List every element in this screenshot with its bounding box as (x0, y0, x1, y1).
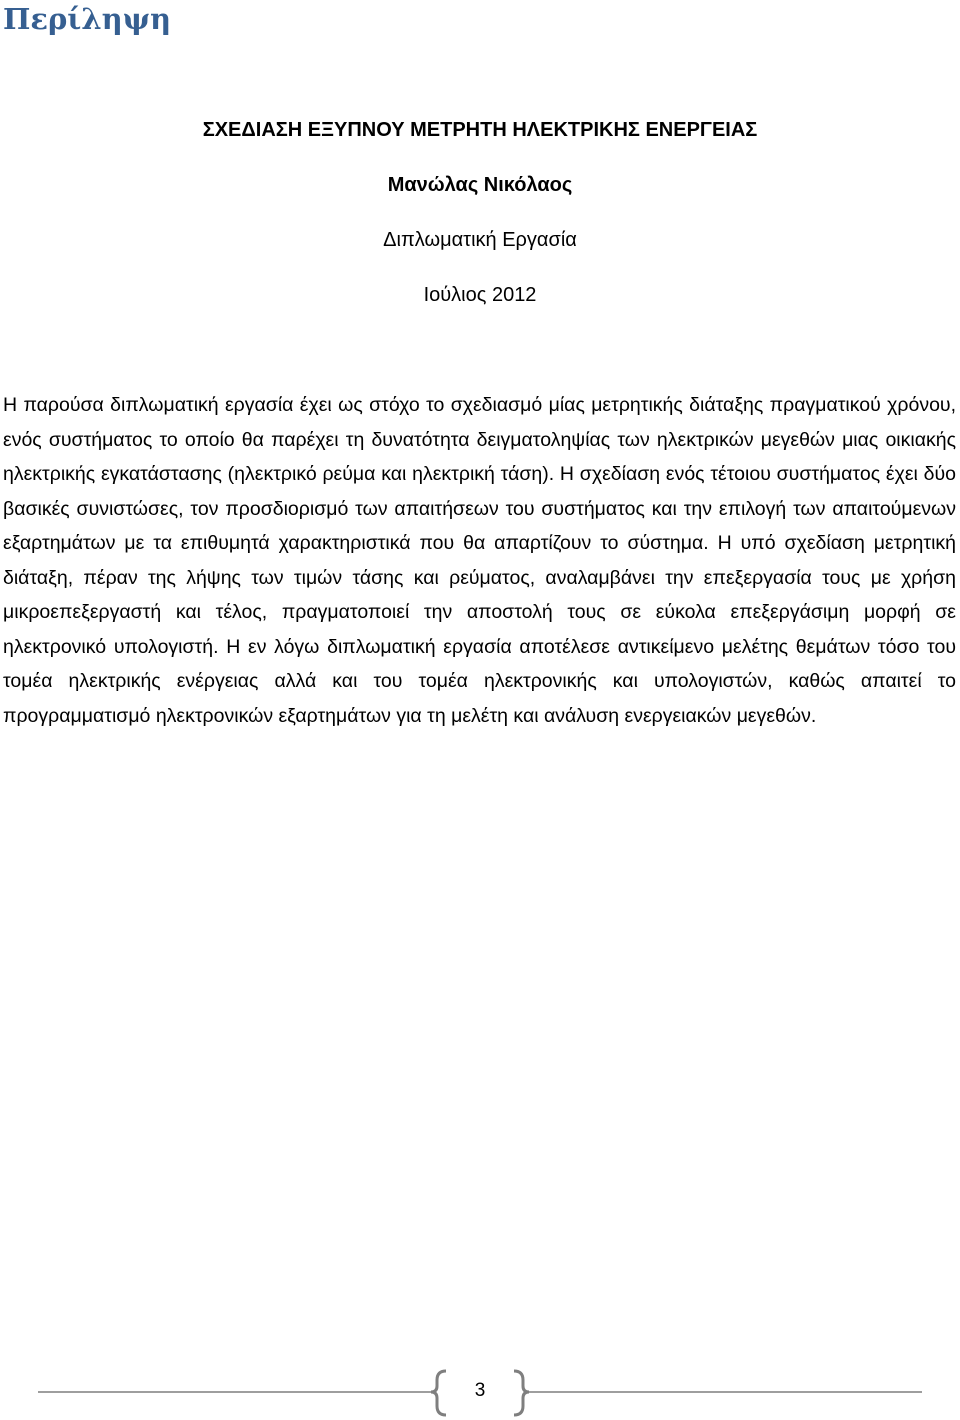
footer-right-brace (514, 1371, 529, 1415)
thesis-date: Ιούλιος 2012 (423, 284, 537, 306)
thesis-type: Διπλωματική Εργασία (383, 229, 577, 251)
section-heading: Περίληψη (3, 2, 172, 36)
footer-left-brace (431, 1371, 446, 1415)
thesis-title: ΣΧΕΔΙΑΣΗ ΕΞΥΠΝΟΥ ΜΕΤΡΗΤΗ ΗΛΕΚΤΡΙΚΗΣ ΕΝΕΡΓΕΙΑΣ (202, 119, 758, 141)
author-name: Μανώλας Νικόλαος (387, 174, 573, 196)
page-footer (0, 1366, 960, 1420)
abstract-paragraph: Η παρούσα διπλωματική εργασία έχει ως στόχο το σχεδιασμό μίας μετρητικής διάταξης πραγματικού χρόνου, ενός συστήματος το οποίο θα παρέχει τη δυνατότητα δειγματοληψίας των ηλεκτρικών μεγεθών μιας οικιακής ηλεκτρικής εγκατάστασης (ηλεκτρικό ρεύμα και ηλεκτρική τάση). Η σχεδίαση ενός τέτοιου συστήματος έχει δύο βασικές συνιστώσες, τον προσδιορισμό των απαιτήσεων του συστήματος και την επιλογή των απαιτούμενων εξαρτημάτων με τα επιθυμητά χαρακτηριστικά που θα απαρτίζουν το σύστημα. Η υπό σχεδίαση μετρητική διάταξη, πέραν της λήψης των τιμών τάσης και ρεύματος, αναλαμβάνει την επεξεργασία τους με χρήση μικροεπεξεργαστή και τέλος, πραγματοποιεί την αποστολή τους σε εύκολα επεξεργάσιμη μορφή σε ηλεκτρονικό υπολογιστή. Η εν λόγω διπλωματική εργασία αποτέλεσε αντικείμενο μελέτης θεμάτων τόσο του τομέα ηλεκτρικής ενέργειας αλλά και του τομέα ηλεκτρονικής και υπολογιστών, καθώς απαιτεί το προγραμματισμό ηλεκτρονικών εξαρτημάτων για τη μελέτη και ανάλυση ενεργειακών μεγεθών. (3, 394, 956, 727)
page-number: 3 (474, 1380, 486, 1401)
